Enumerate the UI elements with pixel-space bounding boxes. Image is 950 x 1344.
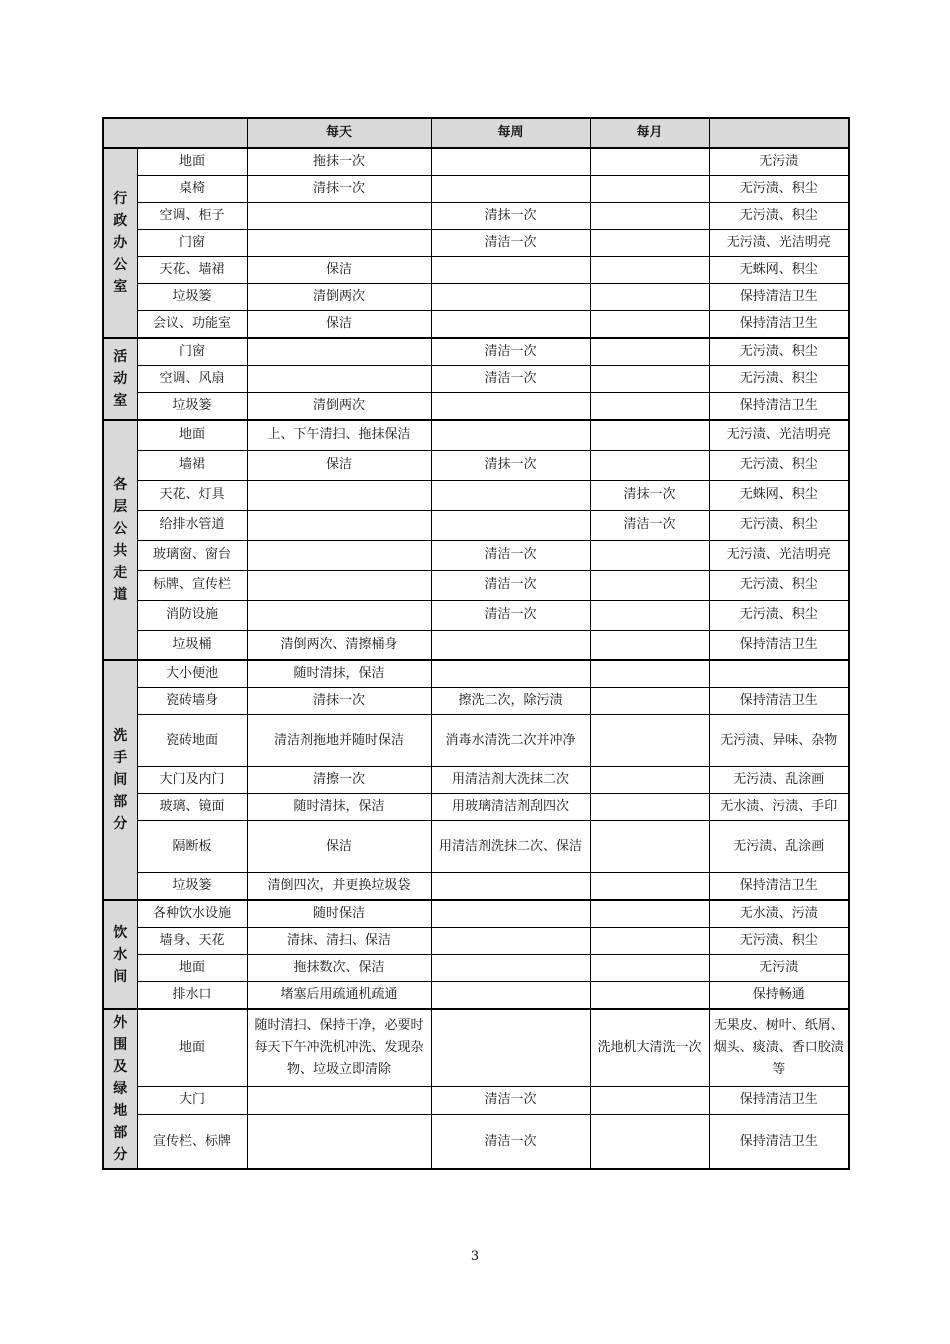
area-label-char: 水 <box>113 946 128 963</box>
cell-monthly <box>590 540 709 570</box>
cell-standard: 无污渍、积尘 <box>709 570 849 600</box>
area-label-char: 及 <box>113 1059 128 1075</box>
cell-weekly: 清洁一次 <box>431 1086 590 1114</box>
cell-standard: 无污渍 <box>709 148 849 176</box>
table-row <box>103 982 849 1010</box>
schedule-body <box>103 148 849 1169</box>
cell-weekly <box>431 480 590 510</box>
cell-weekly <box>431 148 590 176</box>
cell-daily <box>247 338 431 366</box>
cell-daily: 保洁 <box>247 821 431 873</box>
cell-monthly <box>590 420 709 450</box>
area-label <box>103 900 137 1009</box>
cell-monthly <box>590 393 709 421</box>
cell-item: 会议、功能室 <box>137 311 247 339</box>
cell-standard: 无水渍、污渍 <box>709 900 849 928</box>
cell-item: 标牌、宣传栏 <box>137 570 247 600</box>
cell-standard: 保持清洁卫生 <box>709 1115 849 1169</box>
area-label-char: 绿 <box>113 1081 128 1097</box>
cell-standard: 无污渍、积尘 <box>709 450 849 480</box>
table-row <box>103 510 849 540</box>
area-label-char: 室 <box>113 393 128 409</box>
cell-monthly: 清洁一次 <box>590 510 709 540</box>
cell-daily: 清倒四次，并更换垃圾袋 <box>247 873 431 901</box>
table-row <box>103 794 849 821</box>
cell-item: 大门 <box>137 1086 247 1114</box>
cell-standard: 无污渍、乱涂画 <box>709 767 849 794</box>
cell-standard: 无果皮、树叶、纸屑、烟头、痰渍、香口胶渍等 <box>709 1009 849 1086</box>
cell-item: 地面 <box>137 1009 247 1086</box>
table-row <box>103 450 849 480</box>
cell-weekly: 清洁一次 <box>431 230 590 257</box>
cell-weekly: 清洁一次 <box>431 540 590 570</box>
header-corner <box>103 118 247 148</box>
cell-monthly <box>590 873 709 901</box>
cell-item: 瓷砖地面 <box>137 715 247 767</box>
cell-weekly: 清抹一次 <box>431 450 590 480</box>
cell-daily: 堵塞后用疏通机疏通 <box>247 982 431 1010</box>
table-row <box>103 420 849 450</box>
cell-item: 桌椅 <box>137 176 247 203</box>
area-label-char: 行 <box>113 191 128 207</box>
table-row <box>103 715 849 767</box>
cell-daily: 拖抹数次、保洁 <box>247 955 431 982</box>
cell-item: 门窗 <box>137 230 247 257</box>
area-label-char: 围 <box>113 1037 128 1053</box>
cell-weekly <box>431 630 590 660</box>
cell-daily: 随时保洁 <box>247 900 431 928</box>
cell-monthly <box>590 176 709 203</box>
area-label <box>103 148 137 338</box>
cell-daily: 清洁剂拖地并随时保洁 <box>247 715 431 767</box>
area-label <box>103 1009 137 1169</box>
cell-item: 空调、风扇 <box>137 366 247 393</box>
cell-monthly <box>590 311 709 339</box>
cell-item: 墙裙 <box>137 450 247 480</box>
cell-weekly <box>431 393 590 421</box>
cell-standard: 无污渍、光洁明亮 <box>709 420 849 450</box>
table-row <box>103 1086 849 1114</box>
cell-weekly: 清洁一次 <box>431 600 590 630</box>
cleaning-schedule-table <box>102 117 850 1170</box>
cell-standard: 无污渍、积尘 <box>709 338 849 366</box>
table-row <box>103 148 849 176</box>
area-label-char: 分 <box>113 816 128 832</box>
cell-daily: 清抹一次 <box>247 688 431 715</box>
table-row <box>103 873 849 901</box>
cell-item: 空调、柜子 <box>137 203 247 230</box>
cell-weekly: 清洁一次 <box>431 366 590 393</box>
cell-monthly <box>590 570 709 600</box>
area-label-char: 层 <box>113 499 128 515</box>
cell-monthly <box>590 688 709 715</box>
cell-monthly <box>590 767 709 794</box>
cell-weekly: 清洁一次 <box>431 570 590 600</box>
cell-standard: 无蛛网、积尘 <box>709 257 849 284</box>
cell-standard: 保持清洁卫生 <box>709 873 849 901</box>
area-label-char: 饮 <box>113 924 128 941</box>
cell-standard: 保持清洁卫生 <box>709 284 849 311</box>
table-row <box>103 955 849 982</box>
cell-daily <box>247 480 431 510</box>
area-label-char: 分 <box>113 1147 128 1163</box>
cell-daily: 清擦一次 <box>247 767 431 794</box>
page-number: 3 <box>470 1249 480 1264</box>
cell-monthly: 清抹一次 <box>590 480 709 510</box>
cell-weekly <box>431 873 590 901</box>
table-row <box>103 1009 849 1086</box>
cell-standard: 无污渍、积尘 <box>709 366 849 393</box>
cell-item: 消防设施 <box>137 600 247 630</box>
cell-weekly: 用清洁剂洗抹二次、保洁 <box>431 821 590 873</box>
area-label-char: 手 <box>113 750 128 766</box>
area-label-char: 外 <box>113 1015 128 1031</box>
table-row <box>103 176 849 203</box>
cell-monthly <box>590 955 709 982</box>
cell-item: 门窗 <box>137 338 247 366</box>
cell-daily <box>247 230 431 257</box>
table-row <box>103 311 849 339</box>
cell-monthly <box>590 821 709 873</box>
cell-daily <box>247 570 431 600</box>
cell-daily <box>247 203 431 230</box>
cell-monthly <box>590 900 709 928</box>
cell-weekly <box>431 257 590 284</box>
cell-weekly: 擦洗二次，除污渍 <box>431 688 590 715</box>
table-row <box>103 767 849 794</box>
area-label-char: 活 <box>113 349 128 365</box>
table-row <box>103 203 849 230</box>
area-label-char: 办 <box>113 235 128 251</box>
cell-weekly <box>431 900 590 928</box>
area-label-char: 洗 <box>113 728 128 744</box>
cell-item: 天花、墙裙 <box>137 257 247 284</box>
cell-daily: 清倒两次、清擦桶身 <box>247 630 431 660</box>
cell-monthly <box>590 148 709 176</box>
cell-standard: 无水渍、污渍、手印 <box>709 794 849 821</box>
cell-weekly <box>431 420 590 450</box>
cell-daily <box>247 366 431 393</box>
cell-weekly <box>431 284 590 311</box>
cell-weekly <box>431 955 590 982</box>
cell-daily: 清倒两次 <box>247 284 431 311</box>
cell-standard: 无蛛网、积尘 <box>709 480 849 510</box>
cell-item: 垃圾桶 <box>137 630 247 660</box>
cell-weekly <box>431 176 590 203</box>
header-daily: 每天 <box>247 118 431 148</box>
cell-monthly <box>590 230 709 257</box>
cell-monthly <box>590 630 709 660</box>
header-monthly: 每月 <box>590 118 709 148</box>
cell-weekly <box>431 1009 590 1086</box>
header-weekly: 每周 <box>431 118 590 148</box>
area-label-char: 公 <box>113 521 128 537</box>
cell-monthly <box>590 794 709 821</box>
cell-monthly: 洗地机大清洗一次 <box>590 1009 709 1086</box>
cell-item: 玻璃、镜面 <box>137 794 247 821</box>
table-row <box>103 688 849 715</box>
cell-monthly <box>590 928 709 955</box>
table-row <box>103 230 849 257</box>
cell-item: 地面 <box>137 148 247 176</box>
cell-standard <box>709 660 849 688</box>
cell-weekly: 用清洁剂大洗抹二次 <box>431 767 590 794</box>
cell-item: 垃圾篓 <box>137 284 247 311</box>
cell-item: 瓷砖墙身 <box>137 688 247 715</box>
cell-standard: 无污渍、光洁明亮 <box>709 540 849 570</box>
table-row <box>103 284 849 311</box>
table-row <box>103 928 849 955</box>
header-row <box>103 118 849 148</box>
cell-daily: 拖抹一次 <box>247 148 431 176</box>
table-row <box>103 366 849 393</box>
cell-monthly <box>590 1115 709 1169</box>
area-label-char: 部 <box>113 1125 128 1141</box>
cell-standard: 保持清洁卫生 <box>709 393 849 421</box>
cell-item: 排水口 <box>137 982 247 1010</box>
cell-daily <box>247 1115 431 1169</box>
area-label-char: 间 <box>113 772 128 788</box>
cell-standard: 无污渍、乱涂画 <box>709 821 849 873</box>
area-label-char: 地 <box>113 1103 128 1119</box>
area-label-char: 部 <box>113 794 128 810</box>
cell-standard: 无污渍 <box>709 955 849 982</box>
cell-item: 大门及内门 <box>137 767 247 794</box>
cell-daily: 清倒两次 <box>247 393 431 421</box>
table-row <box>103 570 849 600</box>
cell-standard: 无污渍、积尘 <box>709 176 849 203</box>
cell-daily: 保洁 <box>247 257 431 284</box>
cell-monthly <box>590 284 709 311</box>
cell-standard: 保持清洁卫生 <box>709 1086 849 1114</box>
cell-monthly <box>590 982 709 1010</box>
cell-daily <box>247 600 431 630</box>
cell-weekly <box>431 510 590 540</box>
cell-item: 大小便池 <box>137 660 247 688</box>
cell-item: 各种饮水设施 <box>137 900 247 928</box>
cell-monthly <box>590 600 709 630</box>
cell-daily: 保洁 <box>247 450 431 480</box>
table-row <box>103 900 849 928</box>
table-row <box>103 540 849 570</box>
cell-standard: 无污渍、异味、杂物 <box>709 715 849 767</box>
cell-weekly: 用玻璃清洁剂刮四次 <box>431 794 590 821</box>
cell-monthly <box>590 366 709 393</box>
cell-daily: 清抹一次 <box>247 176 431 203</box>
cell-item: 地面 <box>137 420 247 450</box>
table-row <box>103 393 849 421</box>
area-label-char: 政 <box>113 213 128 229</box>
cell-item: 玻璃窗、窗台 <box>137 540 247 570</box>
cell-standard: 保持清洁卫生 <box>709 688 849 715</box>
table-row <box>103 338 849 366</box>
cell-monthly <box>590 257 709 284</box>
cell-standard: 保持清洁卫生 <box>709 311 849 339</box>
cell-item: 宣传栏、标牌 <box>137 1115 247 1169</box>
cell-daily <box>247 1086 431 1114</box>
cell-weekly <box>431 928 590 955</box>
table-row <box>103 630 849 660</box>
cell-monthly <box>590 450 709 480</box>
cell-item: 天花、灯具 <box>137 480 247 510</box>
table-row <box>103 257 849 284</box>
cell-standard: 无污渍、积尘 <box>709 600 849 630</box>
cell-monthly <box>590 338 709 366</box>
cell-monthly <box>590 715 709 767</box>
area-label <box>103 420 137 660</box>
cell-standard: 无污渍、积尘 <box>709 510 849 540</box>
cell-daily: 保洁 <box>247 311 431 339</box>
cell-standard: 无污渍、光洁明亮 <box>709 230 849 257</box>
cell-standard: 无污渍、积尘 <box>709 928 849 955</box>
cell-daily <box>247 540 431 570</box>
cell-item: 垃圾篓 <box>137 873 247 901</box>
header-standard <box>709 118 849 148</box>
area-label <box>103 660 137 900</box>
cell-monthly <box>590 660 709 688</box>
cell-weekly: 消毒水清洗二次并冲净 <box>431 715 590 767</box>
cell-daily: 清抹、清扫、保洁 <box>247 928 431 955</box>
cell-monthly <box>590 203 709 230</box>
cell-weekly: 清洁一次 <box>431 1115 590 1169</box>
area-label <box>103 338 137 420</box>
area-label-char: 共 <box>113 543 128 559</box>
cell-daily: 上、下午清扫、拖抹保洁 <box>247 420 431 450</box>
area-label-char: 公 <box>113 257 128 273</box>
area-label-char: 动 <box>113 371 128 387</box>
cell-standard: 保持清洁卫生 <box>709 630 849 660</box>
area-label-char: 道 <box>113 587 128 603</box>
area-label-char: 间 <box>113 968 128 985</box>
cell-standard: 无污渍、积尘 <box>709 203 849 230</box>
area-label-char: 室 <box>113 279 128 295</box>
cell-item: 给排水管道 <box>137 510 247 540</box>
cell-daily: 随时清扫、保持干净，必要时每天下午冲洗机冲洗、发现杂物、垃圾立即清除 <box>247 1009 431 1086</box>
cell-daily: 随时清抹，保洁 <box>247 660 431 688</box>
table-row <box>103 660 849 688</box>
cell-weekly <box>431 982 590 1010</box>
area-label-char: 走 <box>113 565 128 581</box>
cell-weekly <box>431 311 590 339</box>
table-row <box>103 1115 849 1169</box>
area-label-char: 各 <box>113 477 128 493</box>
cell-monthly <box>590 1086 709 1114</box>
table-row <box>103 480 849 510</box>
cell-item: 地面 <box>137 955 247 982</box>
cell-item: 墙身、天花 <box>137 928 247 955</box>
cell-daily: 随时清抹，保洁 <box>247 794 431 821</box>
cell-weekly: 清洁一次 <box>431 338 590 366</box>
cell-item: 隔断板 <box>137 821 247 873</box>
cell-weekly <box>431 660 590 688</box>
cell-weekly: 清抹一次 <box>431 203 590 230</box>
cell-daily <box>247 510 431 540</box>
table-row <box>103 821 849 873</box>
cell-standard: 保持畅通 <box>709 982 849 1010</box>
table-row <box>103 600 849 630</box>
cell-item: 垃圾篓 <box>137 393 247 421</box>
